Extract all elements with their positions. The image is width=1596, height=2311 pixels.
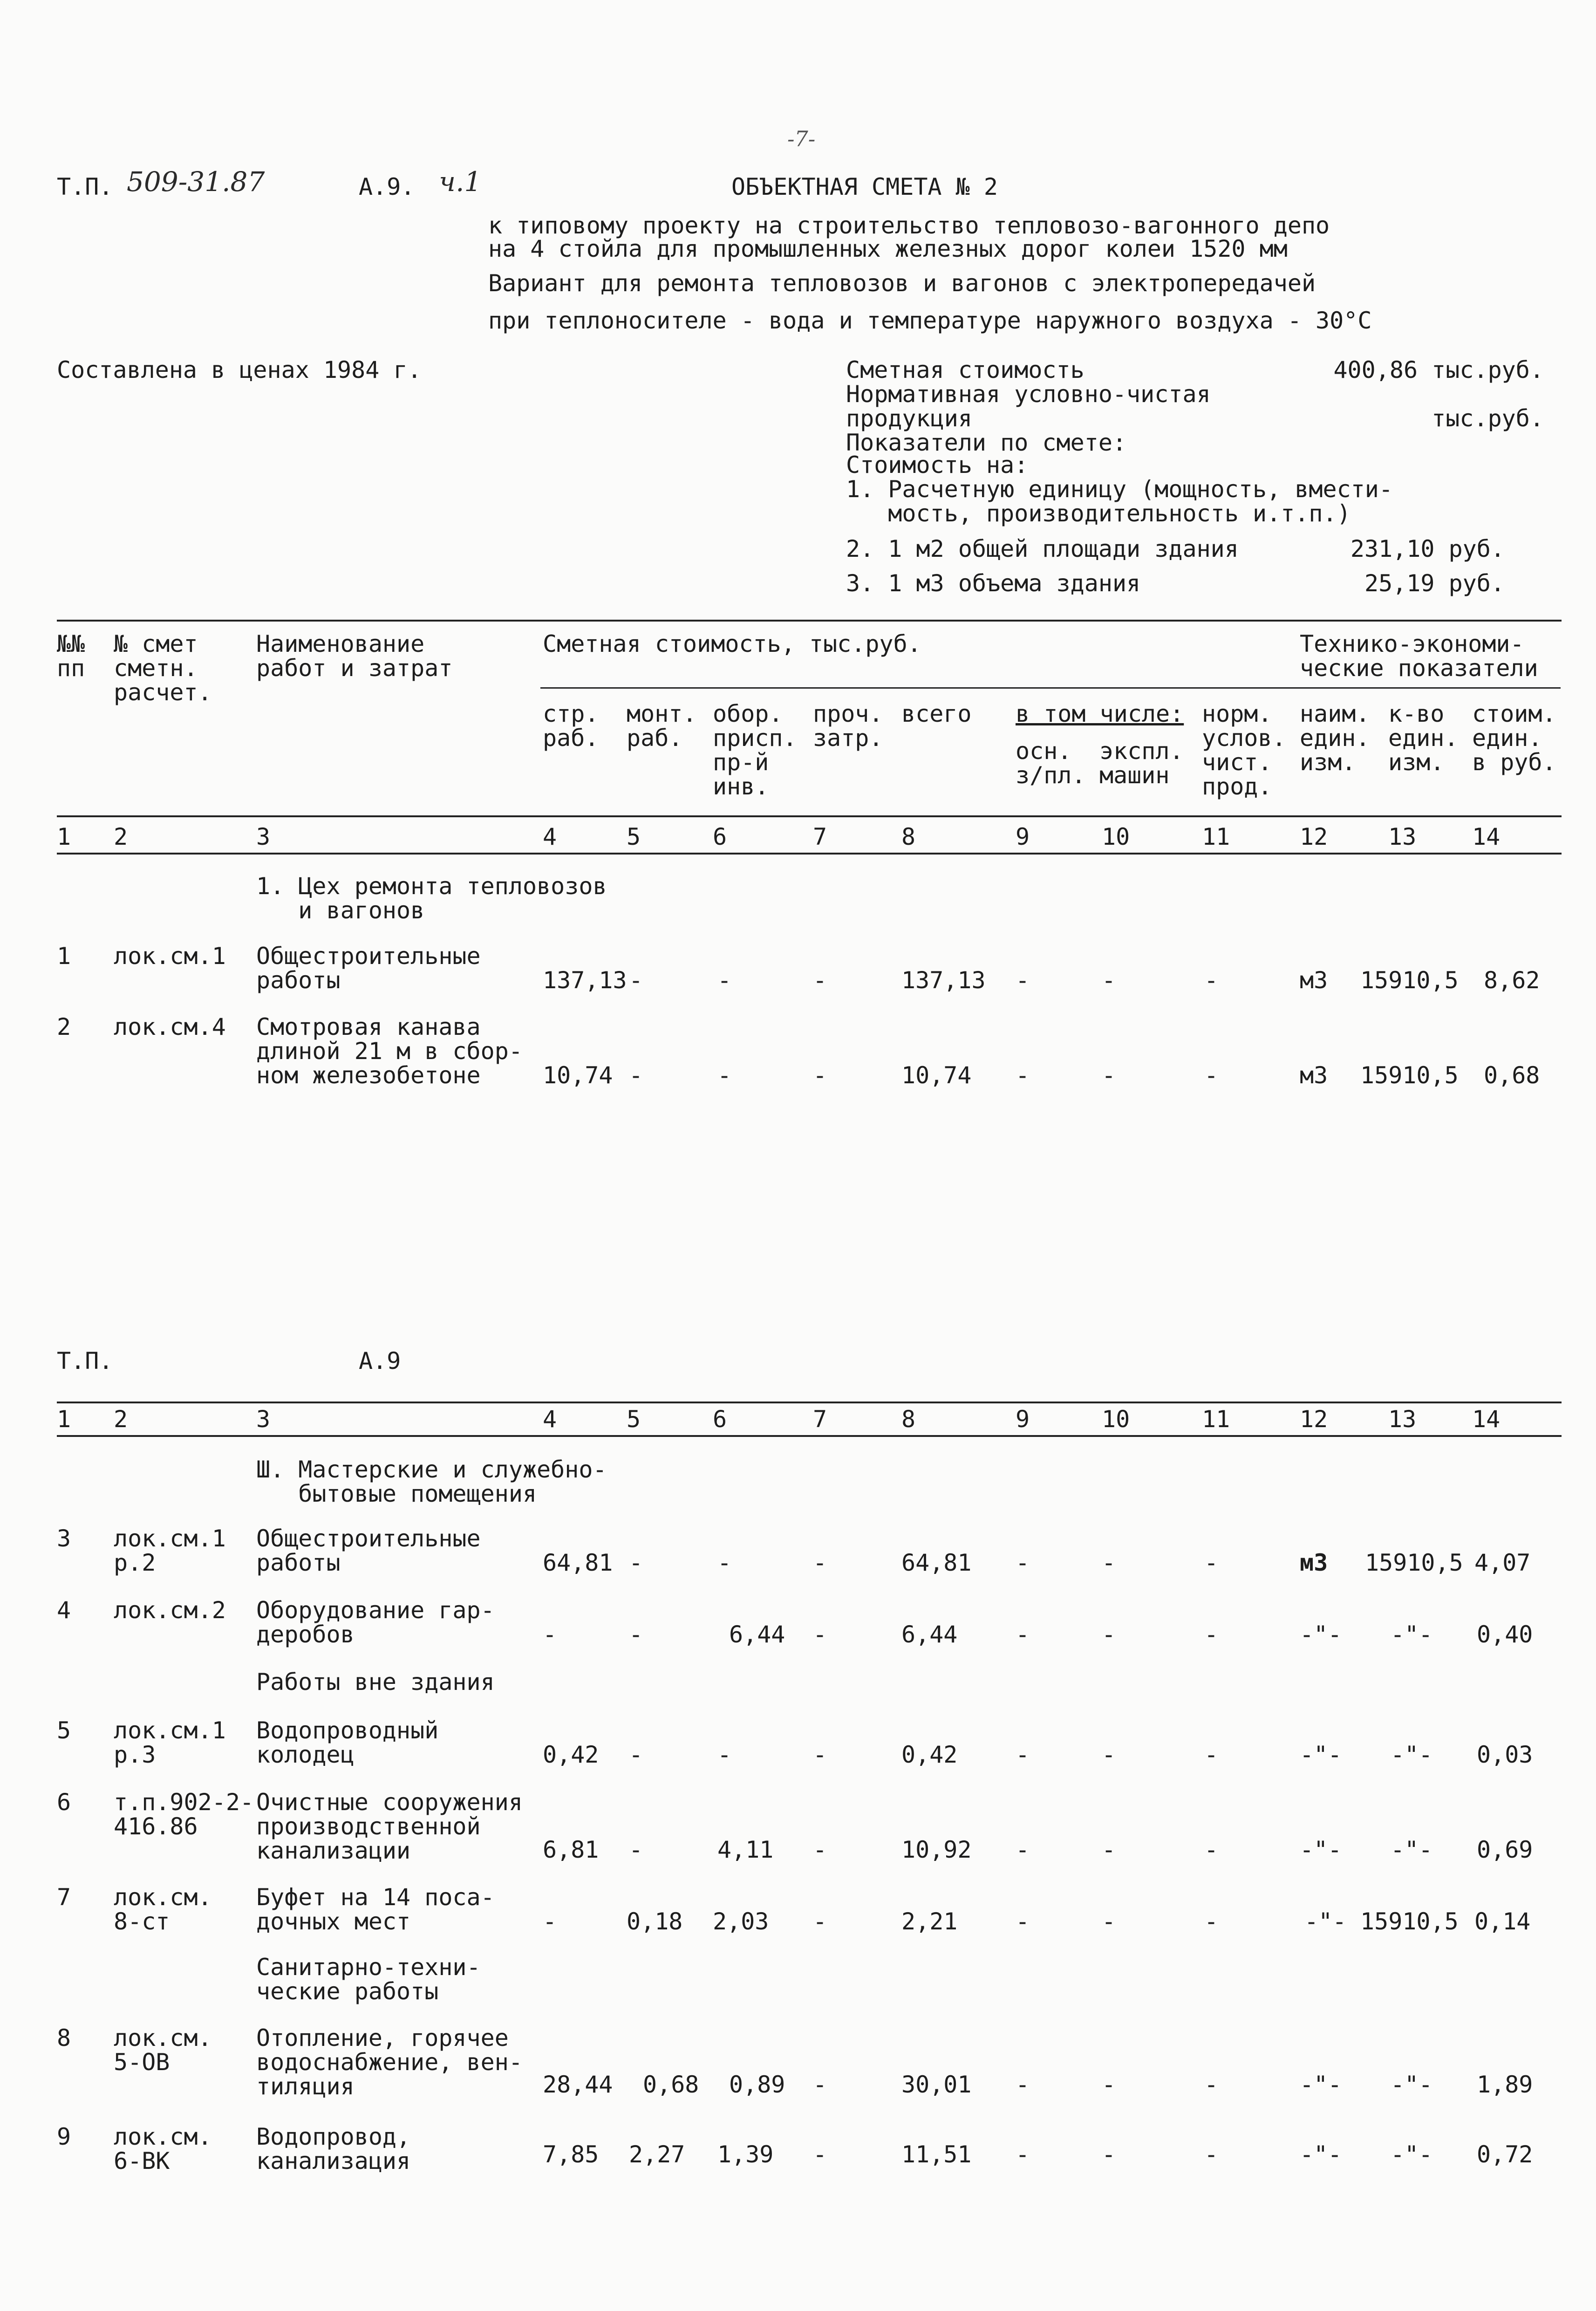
header-total: всего xyxy=(901,700,972,727)
row-number: 2 xyxy=(57,1013,71,1040)
row-base-wages: - xyxy=(1016,2141,1030,2168)
row-estimate-ref: лок.см. 5-ОВ xyxy=(114,2024,212,2076)
row-installation-cost: - xyxy=(629,1062,643,1089)
row-installation-cost: - xyxy=(629,1621,643,1648)
subtitle-line-3: Вариант для ремонта тепловозов и вагонов с электропередачей xyxy=(488,270,1316,297)
row-machine-operation: - xyxy=(1102,967,1116,994)
col-num-13: 13 xyxy=(1388,823,1417,850)
col-num-13: 13 xyxy=(1388,1406,1417,1433)
row-unit-cost: 1,89 xyxy=(1477,2071,1533,2098)
row-total-cost: 11,51 xyxy=(901,2141,972,2168)
row-other-cost: - xyxy=(813,1908,827,1935)
col-num-8: 8 xyxy=(901,823,916,850)
col-num-11: 11 xyxy=(1202,1406,1230,1433)
col-num-1: 1 xyxy=(57,1406,71,1433)
row-work-name: Отопление, горячее водоснабжение, вен- тиляция xyxy=(256,2024,523,2100)
header-including: в том числе: xyxy=(1016,700,1184,727)
col-num-9: 9 xyxy=(1016,823,1030,850)
row-installation-cost: - xyxy=(629,1836,643,1863)
row-unit-quantity: -"- xyxy=(1391,2141,1433,2168)
row-number: 3 xyxy=(57,1525,71,1552)
row-norm-net-product: - xyxy=(1204,1836,1219,1863)
row-base-wages: - xyxy=(1016,1836,1030,1863)
indicator-item-3: 3. 1 м3 объема здания xyxy=(846,570,1141,597)
row-unit-cost: 0,68 xyxy=(1484,1062,1540,1089)
row-construction-cost: - xyxy=(543,1908,557,1935)
row-unit-quantity: -"- xyxy=(1391,1621,1433,1648)
col-num-5: 5 xyxy=(627,823,641,850)
table-top-rule xyxy=(57,620,1562,622)
prices-year-note: Составлена в ценах 1984 г. xyxy=(57,356,422,383)
col-num-12: 12 xyxy=(1300,1406,1328,1433)
header-equipment: обор. присп. пр-й инв. xyxy=(713,700,797,800)
row-other-cost: - xyxy=(813,1836,827,1863)
col-num-3: 3 xyxy=(256,823,271,850)
row-installation-cost: 2,27 xyxy=(629,2141,685,2168)
row-machine-operation: - xyxy=(1102,1741,1116,1768)
row-norm-net-product: - xyxy=(1204,967,1219,994)
row-installation-cost: - xyxy=(629,1741,643,1768)
row-unit-cost: 0,69 xyxy=(1477,1836,1533,1863)
row-unit-quantity: 15910,5 xyxy=(1360,967,1459,994)
row-base-wages: - xyxy=(1016,1741,1030,1768)
footer-tp-label: Т.П. xyxy=(57,1347,113,1374)
row-total-cost: 10,74 xyxy=(901,1062,972,1089)
row-estimate-ref: лок.см.4 xyxy=(114,1013,226,1040)
row-unit-name: -"- xyxy=(1300,1621,1342,1648)
row-total-cost: 137,13 xyxy=(901,967,986,994)
row-equipment-cost: 1,39 xyxy=(717,2141,774,2168)
column-numbers-rule-lower xyxy=(57,1435,1562,1437)
row-norm-net-product: - xyxy=(1204,2071,1219,2098)
col-num-7: 7 xyxy=(813,823,827,850)
row-equipment-cost: - xyxy=(717,1741,732,1768)
row-other-cost: - xyxy=(813,2071,827,2098)
col-num-14: 14 xyxy=(1472,1406,1501,1433)
row-estimate-ref: т.п.902-2- 416.86 xyxy=(114,1789,254,1840)
page-mark: -7- xyxy=(787,126,816,151)
col-num-3: 3 xyxy=(256,1406,271,1433)
row-total-cost: 0,42 xyxy=(901,1741,958,1768)
cost-per-label: Стоимость на: xyxy=(846,451,1029,479)
header-construction-works: стр. раб. xyxy=(543,700,599,752)
row-unit-cost: 0,40 xyxy=(1477,1621,1533,1648)
row-work-name: Оборудование гар- деробов xyxy=(256,1597,495,1648)
row-machine-operation: - xyxy=(1102,2071,1116,2098)
header-bottom-rule xyxy=(57,815,1562,817)
subtitle-line-1: к типовому проекту на строительство тепловозо-вагонного депо xyxy=(488,212,1330,239)
row-unit-quantity: 15910,5 xyxy=(1365,1549,1463,1576)
row-construction-cost: 7,85 xyxy=(543,2141,599,2168)
row-number: 8 xyxy=(57,2024,71,2051)
row-base-wages: - xyxy=(1016,1908,1030,1935)
row-unit-name: -"- xyxy=(1300,2071,1342,2098)
row-installation-cost: 0,68 xyxy=(643,2071,699,2098)
row-other-cost: - xyxy=(813,1621,827,1648)
col-num-4: 4 xyxy=(543,823,557,850)
row-unit-cost: 0,03 xyxy=(1477,1741,1533,1768)
col-num-1: 1 xyxy=(57,823,71,850)
row-norm-net-product: - xyxy=(1204,1062,1219,1089)
row-other-cost: - xyxy=(813,2141,827,2168)
col-num-2: 2 xyxy=(114,1406,128,1433)
col-num-10: 10 xyxy=(1102,1406,1130,1433)
row-machine-operation: - xyxy=(1102,2141,1116,2168)
header-unit-quantity: к-во един. изм. xyxy=(1388,700,1459,776)
header-unit-cost: стоим. един. в руб. xyxy=(1472,700,1556,776)
row-unit-quantity: -"- xyxy=(1391,2071,1433,2098)
row-unit-quantity: 15910,5 xyxy=(1360,1908,1459,1935)
norm-product-label-1: Нормативная условно-чистая xyxy=(846,381,1211,408)
header-unit-name: наим. един. изм. xyxy=(1300,700,1370,776)
estimated-cost-label: Сметная стоимость xyxy=(846,356,1084,383)
subtitle-line-4: при теплоносителе - вода и температуре наружного воздуха - 30°С xyxy=(488,307,1372,334)
header-base-wages: осн. з/пл. xyxy=(1016,738,1086,789)
row-construction-cost: 6,81 xyxy=(543,1836,599,1863)
row-installation-cost: 0,18 xyxy=(627,1908,683,1935)
column-numbers-rule-upper xyxy=(57,1402,1562,1403)
row-estimate-ref: лок.см. 6-ВК xyxy=(114,2123,212,2174)
subtitle-line-2: на 4 стойла для промышленных железных дорог колеи 1520 мм xyxy=(488,235,1288,262)
col-num-11: 11 xyxy=(1202,823,1230,850)
row-total-cost: 6,44 xyxy=(901,1621,958,1648)
row-other-cost: - xyxy=(813,1741,827,1768)
col-num-5: 5 xyxy=(627,1406,641,1433)
header-machine-operation: экспл. машин xyxy=(1099,738,1184,789)
row-equipment-cost: - xyxy=(717,1062,732,1089)
row-equipment-cost: 0,89 xyxy=(729,2071,785,2098)
row-construction-cost: 10,74 xyxy=(543,1062,613,1089)
row-machine-operation: - xyxy=(1102,1908,1116,1935)
col-num-14: 14 xyxy=(1472,823,1501,850)
row-construction-cost: 0,42 xyxy=(543,1741,599,1768)
row-unit-name: -"- xyxy=(1300,1836,1342,1863)
row-equipment-cost: 6,44 xyxy=(729,1621,785,1648)
row-unit-quantity: 15910,5 xyxy=(1360,1062,1459,1089)
row-work-name: Водопроводный колодец xyxy=(256,1717,439,1768)
row-machine-operation: - xyxy=(1102,1549,1116,1576)
row-work-name: Общестроительные работы xyxy=(256,943,481,994)
row-total-cost: 64,81 xyxy=(901,1549,972,1576)
header-work-name: Наименование работ и затрат xyxy=(256,630,453,682)
tp-label: Т.П. xyxy=(57,173,113,200)
row-equipment-cost: - xyxy=(717,967,732,994)
col-num-7: 7 xyxy=(813,1406,827,1433)
row-unit-quantity: -"- xyxy=(1391,1836,1433,1863)
indicator-item-1b: мость, производительность и.т.п.) xyxy=(846,500,1351,527)
row-base-wages: - xyxy=(1016,967,1030,994)
row-base-wages: - xyxy=(1016,1621,1030,1648)
row-construction-cost: - xyxy=(543,1621,557,1648)
row-equipment-cost: 2,03 xyxy=(713,1908,769,1935)
album-label: А.9. xyxy=(359,173,415,200)
subsection-sanitary-works: Санитарно-техни- ческие работы xyxy=(256,1954,481,2005)
row-total-cost: 10,92 xyxy=(901,1836,972,1863)
indicators-label: Показатели по смете: xyxy=(846,429,1127,456)
row-number: 5 xyxy=(57,1717,71,1744)
col-num-2: 2 xyxy=(114,823,128,850)
row-construction-cost: 28,44 xyxy=(543,2071,613,2098)
row-norm-net-product: - xyxy=(1204,1549,1219,1576)
header-row-number: №№ пп xyxy=(57,630,85,682)
row-other-cost: - xyxy=(813,1549,827,1576)
tp-number-handwritten: 509-31.87 xyxy=(127,166,265,198)
indicator-item-3-value: 25,19 руб. xyxy=(1364,570,1505,597)
row-norm-net-product: - xyxy=(1204,2141,1219,2168)
row-work-name: Смотровая канава длиной 21 м в сбор- ном железобетоне xyxy=(256,1013,523,1089)
col-num-6: 6 xyxy=(713,823,727,850)
col-num-10: 10 xyxy=(1102,823,1130,850)
footer-album-label: А.9 xyxy=(359,1347,401,1374)
row-work-name: Общестроительные работы xyxy=(256,1525,481,1576)
col-num-6: 6 xyxy=(713,1406,727,1433)
row-construction-cost: 137,13 xyxy=(543,967,627,994)
album-part-handwritten: ч.1 xyxy=(439,166,482,198)
col-num-12: 12 xyxy=(1300,823,1328,850)
row-installation-cost: - xyxy=(629,1549,643,1576)
header-installation-works: монт. раб. xyxy=(627,700,697,752)
row-unit-name: м3 xyxy=(1300,967,1328,994)
col-num-9: 9 xyxy=(1016,1406,1030,1433)
row-equipment-cost: - xyxy=(717,1549,732,1576)
row-total-cost: 2,21 xyxy=(901,1908,958,1935)
row-estimate-ref: лок.см. 8-ст xyxy=(114,1884,212,1935)
row-unit-name: м3 xyxy=(1300,1549,1328,1576)
header-other-costs: проч. затр. xyxy=(813,700,883,752)
row-estimate-ref: лок.см.2 xyxy=(114,1597,226,1624)
header-group-rule xyxy=(540,687,1561,689)
col-num-8: 8 xyxy=(901,1406,916,1433)
indicator-item-2-value: 231,10 руб. xyxy=(1350,535,1505,562)
row-unit-cost: 0,72 xyxy=(1477,2141,1533,2168)
row-unit-cost: 0,14 xyxy=(1474,1908,1531,1935)
row-unit-name: -"- xyxy=(1304,1908,1347,1935)
document-title: ОБЪЕКТНАЯ СМЕТА № 2 xyxy=(731,173,998,200)
row-machine-operation: - xyxy=(1102,1062,1116,1089)
header-norm-net-product: норм. услов. чист. прод. xyxy=(1202,700,1286,800)
row-number: 1 xyxy=(57,943,71,970)
header-estimate-ref: № смет сметн. расчет. xyxy=(114,630,212,706)
row-total-cost: 30,01 xyxy=(901,2071,972,2098)
row-unit-name: -"- xyxy=(1300,2141,1342,2168)
row-estimate-ref: лок.см.1 р.2 xyxy=(114,1525,226,1576)
row-unit-name: -"- xyxy=(1300,1741,1342,1768)
row-norm-net-product: - xyxy=(1204,1908,1219,1935)
header-tech-group: Технико-экономи- ческие показатели xyxy=(1300,630,1538,682)
norm-product-value: тыс.руб. xyxy=(1432,405,1544,432)
row-construction-cost: 64,81 xyxy=(543,1549,613,1576)
row-number: 6 xyxy=(57,1789,71,1816)
row-work-name: Очистные сооружения производственной канализации xyxy=(256,1789,523,1864)
header-cost-group: Сметная стоимость, тыс.руб. xyxy=(543,630,921,657)
estimated-cost-value: 400,86 тыс.руб. xyxy=(1333,356,1544,383)
row-number: 9 xyxy=(57,2123,71,2150)
section-heading-1: 1. Цех ремонта тепловозов и вагонов xyxy=(256,873,607,924)
row-other-cost: - xyxy=(813,967,827,994)
section-heading-3: Ш. Мастерские и служебно- бытовые помещения xyxy=(256,1456,607,1507)
row-unit-quantity: -"- xyxy=(1391,1741,1433,1768)
norm-product-label-2: продукция xyxy=(846,405,972,432)
row-machine-operation: - xyxy=(1102,1836,1116,1863)
row-estimate-ref: лок.см.1 xyxy=(114,943,226,970)
row-unit-name: м3 xyxy=(1300,1062,1328,1089)
row-estimate-ref: лок.см.1 р.3 xyxy=(114,1717,226,1768)
row-unit-cost: 4,07 xyxy=(1474,1549,1531,1576)
row-work-name: Буфет на 14 поса- дочных мест xyxy=(256,1884,495,1935)
row-equipment-cost: 4,11 xyxy=(717,1836,774,1863)
indicator-item-2: 2. 1 м2 общей площади здания xyxy=(846,535,1239,562)
col-num-4: 4 xyxy=(543,1406,557,1433)
row-work-name: Водопровод, канализация xyxy=(256,2123,411,2174)
row-norm-net-product: - xyxy=(1204,1741,1219,1768)
row-installation-cost: - xyxy=(629,967,643,994)
row-unit-cost: 8,62 xyxy=(1484,967,1540,994)
row-base-wages: - xyxy=(1016,1549,1030,1576)
row-other-cost: - xyxy=(813,1062,827,1089)
subsection-outside-works: Работы вне здания xyxy=(256,1668,495,1696)
row-number: 4 xyxy=(57,1597,71,1624)
row-number: 7 xyxy=(57,1884,71,1911)
row-norm-net-product: - xyxy=(1204,1621,1219,1648)
row-base-wages: - xyxy=(1016,1062,1030,1089)
row-machine-operation: - xyxy=(1102,1621,1116,1648)
indicator-item-1a: 1. Расчетную единицу (мощность, вмести- xyxy=(846,476,1393,503)
row-base-wages: - xyxy=(1016,2071,1030,2098)
column-numbers-rule-top xyxy=(57,853,1562,855)
